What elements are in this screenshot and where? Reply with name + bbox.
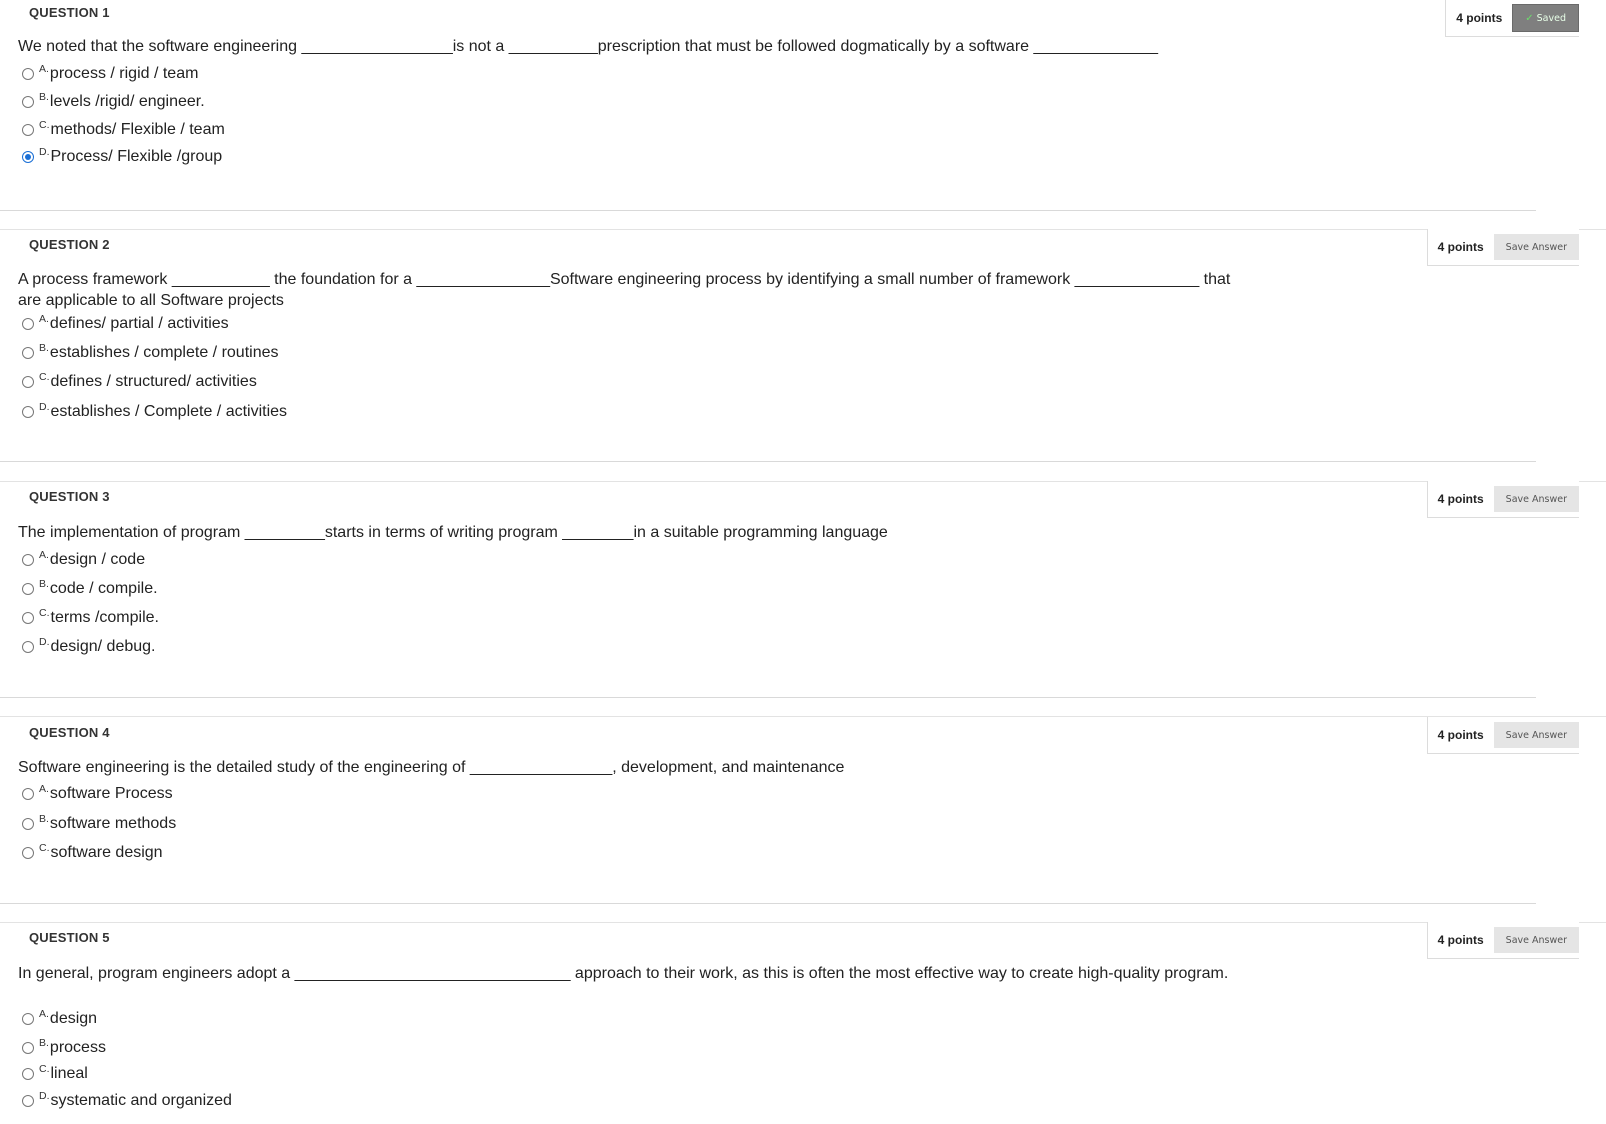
save-answer-button[interactable]: Save Answer xyxy=(1494,722,1579,748)
radio-button[interactable] xyxy=(22,554,34,566)
option-text: process / rigid / team xyxy=(49,65,199,82)
option-letter: A. xyxy=(39,1008,49,1020)
divider xyxy=(0,210,1536,211)
option-text: design xyxy=(49,1010,98,1027)
points-box xyxy=(1427,922,1579,959)
option-c[interactable] xyxy=(22,372,257,392)
points-box xyxy=(1427,229,1579,266)
option-text: methods/ Flexible / team xyxy=(50,121,225,138)
radio-button[interactable] xyxy=(22,612,34,624)
divider xyxy=(0,697,1536,698)
divider xyxy=(0,481,1606,482)
question-text: Software engineering is the detailed study of the engineering of ________________, development, and maintenance xyxy=(18,759,845,776)
check-icon: ✓ xyxy=(1525,12,1534,24)
option-d[interactable] xyxy=(22,402,287,422)
option-letter: B. xyxy=(39,578,49,590)
option-text: establishes / complete / routines xyxy=(49,344,279,361)
option-text: establishes / Complete / activities xyxy=(50,403,288,420)
radio-button[interactable] xyxy=(22,376,34,388)
question-text: The implementation of program _________starts in terms of writing program ________in a suitable programming language xyxy=(18,524,888,541)
option-text: defines/ partial / activities xyxy=(49,315,229,332)
question-label: QUESTION 2 xyxy=(29,237,110,252)
question-text: A process framework ___________ the foundation for a _______________Software engineering process by identifying a small number of framework ______________ that are applicable to all Software projects xyxy=(18,271,1231,309)
points-label: 4 points xyxy=(1437,240,1484,254)
option-letter: D. xyxy=(39,636,50,648)
points-label: 4 points xyxy=(1437,933,1484,947)
save-answer-button[interactable]: Save Answer xyxy=(1494,927,1579,953)
option-text: Process/ Flexible /group xyxy=(50,148,223,165)
option-text: software Process xyxy=(49,785,173,802)
divider xyxy=(0,716,1606,717)
option-a[interactable] xyxy=(22,784,173,804)
save-answer-button[interactable]: Save Answer xyxy=(1494,234,1579,260)
option-b[interactable] xyxy=(22,1038,106,1058)
option-text: systematic and organized xyxy=(50,1092,232,1109)
option-letter: B. xyxy=(39,1037,49,1049)
option-text: lineal xyxy=(50,1065,88,1082)
divider xyxy=(0,922,1606,923)
saved-label: Saved xyxy=(1536,12,1566,24)
option-letter: C. xyxy=(39,119,50,131)
points-box xyxy=(1427,717,1579,754)
radio-button[interactable] xyxy=(22,1095,34,1107)
points-label: 4 points xyxy=(1456,11,1503,25)
divider xyxy=(0,229,1606,230)
option-a[interactable] xyxy=(22,550,145,570)
option-a[interactable] xyxy=(22,1009,97,1029)
option-text: code / compile. xyxy=(49,580,158,597)
option-text: software design xyxy=(50,844,163,861)
option-text: software methods xyxy=(49,815,177,832)
option-b[interactable] xyxy=(22,343,278,363)
question-label: QUESTION 1 xyxy=(29,5,110,20)
radio-button[interactable] xyxy=(22,1013,34,1025)
option-b[interactable] xyxy=(22,92,205,112)
option-letter: C. xyxy=(39,842,50,854)
radio-button[interactable] xyxy=(22,788,34,800)
radio-button[interactable] xyxy=(22,96,34,108)
option-letter: C. xyxy=(39,1063,50,1075)
option-c[interactable] xyxy=(22,608,159,628)
saved-button[interactable] xyxy=(1512,4,1579,32)
option-letter: D. xyxy=(39,146,50,158)
points-label: 4 points xyxy=(1437,492,1484,506)
radio-button[interactable] xyxy=(22,583,34,595)
question-label: QUESTION 3 xyxy=(29,489,110,504)
points-label: 4 points xyxy=(1437,728,1484,742)
option-text: process xyxy=(49,1039,106,1056)
option-letter: B. xyxy=(39,342,49,354)
option-c[interactable] xyxy=(22,843,163,863)
option-letter: C. xyxy=(39,607,50,619)
question-text: We noted that the software engineering _________________is not a __________prescription that must be followed dogmatically by a software ______________ xyxy=(18,38,1159,55)
radio-button[interactable] xyxy=(22,1068,34,1080)
radio-button[interactable] xyxy=(22,124,34,136)
points-box xyxy=(1445,0,1579,37)
option-letter: A. xyxy=(39,63,49,75)
option-letter: D. xyxy=(39,401,50,413)
divider xyxy=(0,461,1536,462)
option-c[interactable] xyxy=(22,120,225,140)
radio-button[interactable] xyxy=(22,847,34,859)
radio-button[interactable] xyxy=(22,318,34,330)
question-text: In general, program engineers adopt a _______________________________ approach to their work, as this is often the most effective way to create high-quality program. xyxy=(18,965,1229,982)
option-letter: A. xyxy=(39,549,49,561)
option-text: terms /compile. xyxy=(50,609,159,626)
option-a[interactable] xyxy=(22,314,229,334)
option-d[interactable] xyxy=(22,147,222,167)
option-text: levels /rigid/ engineer. xyxy=(49,93,205,110)
option-text: design/ debug. xyxy=(50,638,156,655)
option-letter: C. xyxy=(39,371,50,383)
radio-button[interactable] xyxy=(22,347,34,359)
save-answer-button[interactable]: Save Answer xyxy=(1494,486,1579,512)
option-c[interactable] xyxy=(22,1064,88,1084)
radio-button[interactable] xyxy=(22,818,34,830)
option-text: defines / structured/ activities xyxy=(50,373,257,390)
option-letter: B. xyxy=(39,91,49,103)
divider xyxy=(0,903,1536,904)
option-d[interactable] xyxy=(22,1091,232,1111)
points-box xyxy=(1427,481,1579,518)
question-label: QUESTION 4 xyxy=(29,725,110,740)
radio-button[interactable] xyxy=(22,1042,34,1054)
option-b[interactable] xyxy=(22,579,158,599)
option-b[interactable] xyxy=(22,814,176,834)
option-letter: A. xyxy=(39,313,49,325)
radio-button-selected[interactable] xyxy=(22,151,34,163)
question-label: QUESTION 5 xyxy=(29,930,110,945)
option-a[interactable] xyxy=(22,64,198,84)
option-letter: B. xyxy=(39,813,49,825)
option-d[interactable] xyxy=(22,637,155,657)
radio-button[interactable] xyxy=(22,68,34,80)
option-letter: A. xyxy=(39,783,49,795)
option-text: design / code xyxy=(49,551,146,568)
radio-button[interactable] xyxy=(22,406,34,418)
option-letter: D. xyxy=(39,1090,50,1102)
radio-button[interactable] xyxy=(22,641,34,653)
